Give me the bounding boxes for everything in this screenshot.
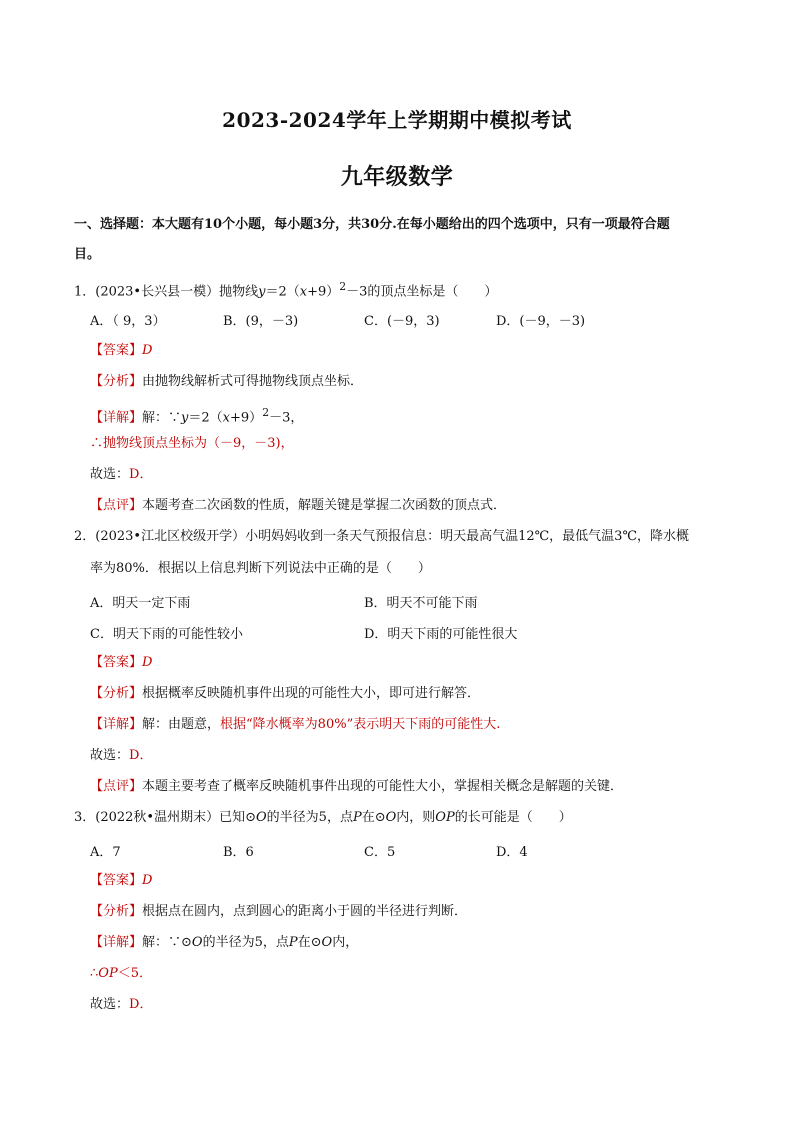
q2-option-c: C．明天下雨的可能性较小 [90,627,243,642]
section-heading-line2: 目。 [74,247,101,262]
q3-therefore: ∴OP＜5． [90,966,152,981]
section-heading-line1: 一、选择题：本大题有10个小题，每小题3分，共30分.在每小题给出的四个选项中，只有一项最符合题 [74,217,670,232]
q3-option-d: D．4 [496,845,528,860]
q2-choose: 故选：D． [90,748,153,763]
q3-analysis: 【分析】根据点在圆内，点到圆心的距离小于圆的半径进行判断． [90,904,468,919]
q2-stem-line2: 率为80%．根据以上信息判断下列说法中正确的是（ ） [90,561,431,576]
q1-analysis: 【分析】由抛物线解析式可得抛物线顶点坐标． [90,374,364,389]
q1-option-d: D．(－9，－3) [496,314,586,329]
q3-option-c: C．5 [364,845,396,860]
q2-comment: 【点评】本题主要考查了概率反映随机事件出现的可能性大小，掌握相关概念是解题的关键． [90,779,624,794]
q1-comment: 【点评】本题考查二次函数的性质，解题关键是掌握二次函数的顶点式． [90,498,507,513]
q2-answer: 【答案】D [90,655,153,670]
q3-option-b: B．6 [223,845,254,860]
exam-title: 2023-2024学年上学期期中模拟考试 [222,108,572,132]
q1-stem: 1．(2023•长兴县一模）抛物线$y=2(x+9)^2-3$的顶点坐标是（ ） [74,280,498,300]
q1-detail: 【详解】解：$\because y=2(x+9)^2-3$， [90,406,304,426]
q2-stem-line1: 2．(2023•江北区校级开学）小明妈妈收到一条天气预报信息：明天最高气温12℃，最低气温3℃，降水概 [74,529,689,544]
q1-option-b: B．(9，－3) [223,314,299,329]
q3-choose: 故选：D． [90,997,153,1012]
q2-option-a: A．明天一定下雨 [90,596,191,611]
q3-option-a: A．7 [90,845,121,860]
q1-option-c: C．(－9，3) [364,314,440,329]
q2-detail: 【详解】解：由题意，根据“降水概率为80%”表示明天下雨的可能性大. [90,717,501,732]
q1-option-a: A．（ 9，3） [90,314,166,329]
q1-choose: 故选：D． [90,467,153,482]
q1-therefore: ∴抛物线顶点坐标为（－9，－3)， [90,436,294,451]
q3-detail: 【详解】解：∵⊙O的半径为5，点P在⊙O内， [90,935,359,950]
q3-stem: 3．(2022秋•温州期末）已知⊙O的半径为5，点P在⊙O内，则OP的长可能是（ ） [74,810,572,825]
exam-subtitle: 九年级数学 [340,164,454,190]
q1-answer: 【答案】D [90,343,153,358]
q2-analysis: 【分析】根据概率反映随机事件出现的可能性大小，即可进行解答． [90,686,481,701]
q2-option-d: D．明天下雨的可能性很大 [364,627,518,642]
q3-answer: 【答案】D [90,873,153,888]
q2-option-b: B．明天不可能下雨 [364,596,478,611]
